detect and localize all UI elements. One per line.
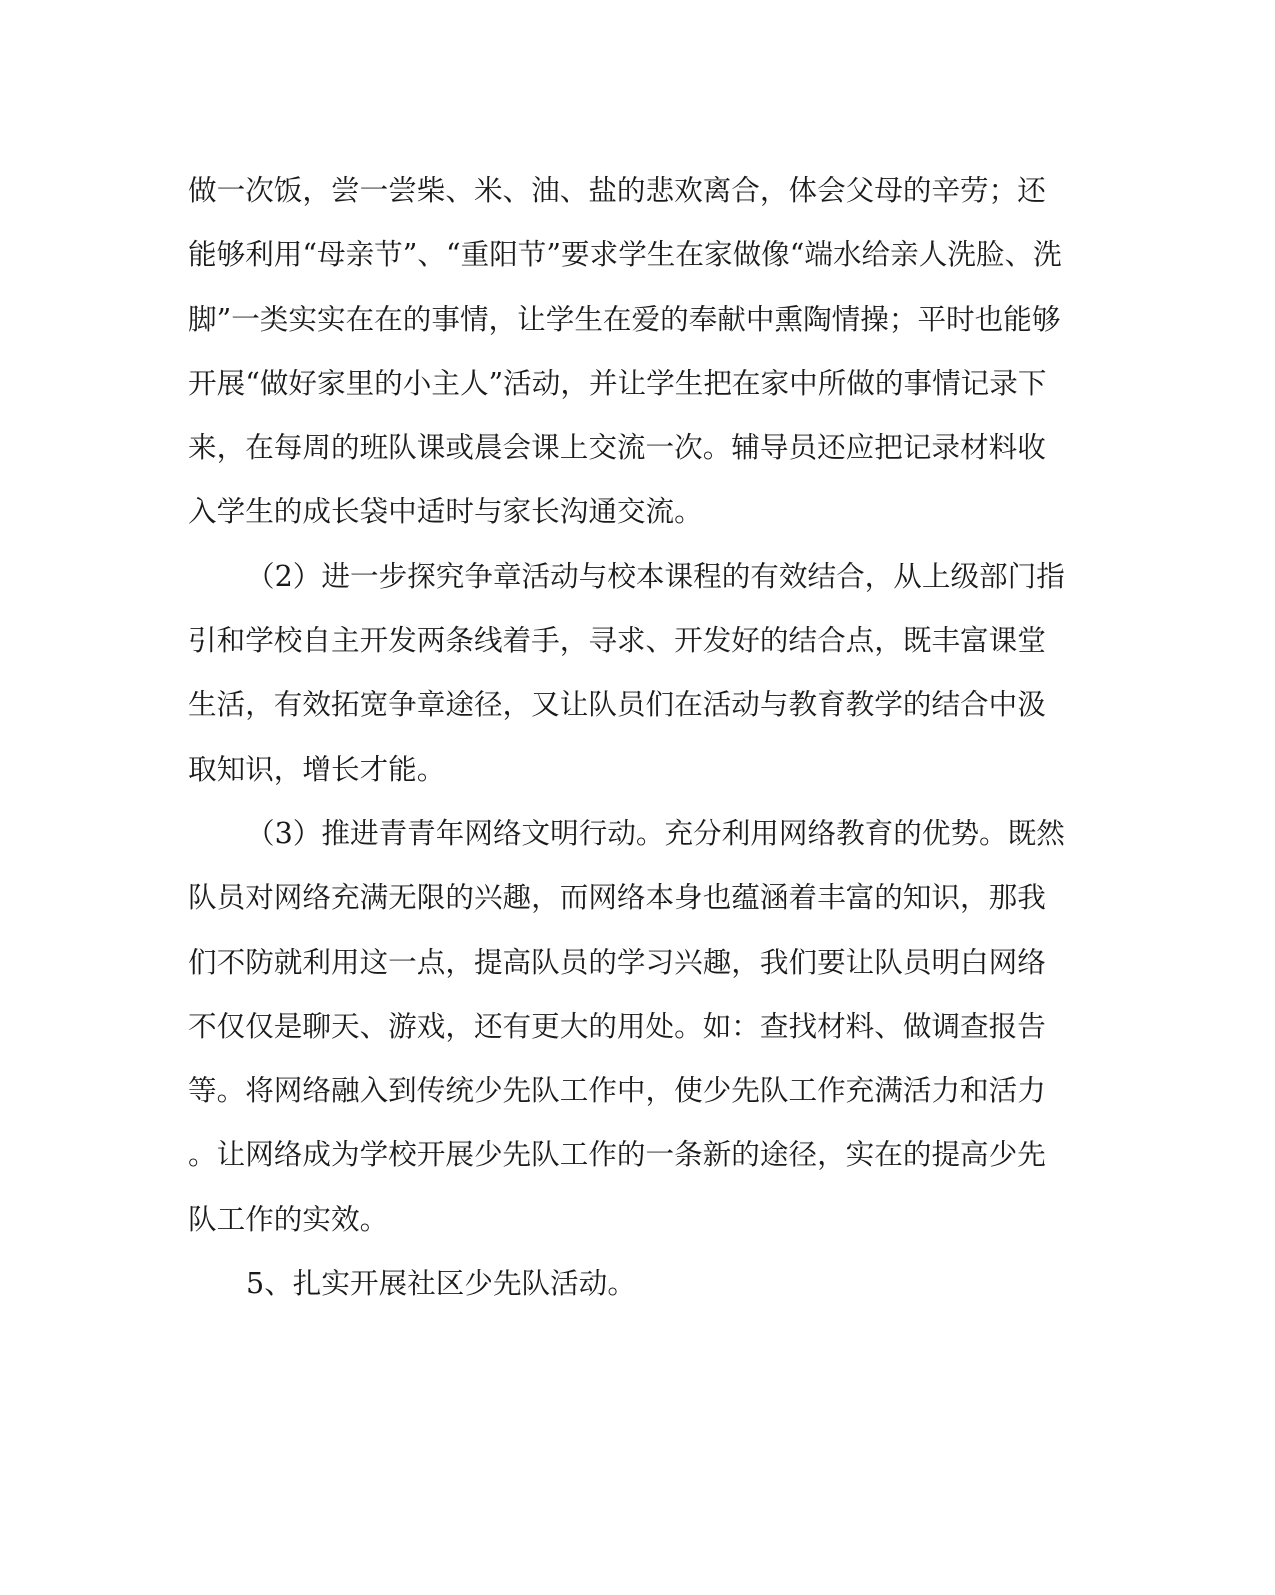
text-line: 开展“做好家里的小主人”活动，并让学生把在家中所做的事情记录下 [188,365,1047,400]
text-line: 引和学校自主开发两条线着手，寻求、开发好的结合点，既丰富课堂 [188,623,1046,658]
document-body [188,158,1068,1315]
text-line: （2）进一步探究争章活动与校本课程的有效结合，从上级部门指 [246,558,1065,593]
text-line: 做一次饭，尝一尝柴、米、油、盐的悲欢离合，体会父母的辛劳；还 [188,173,1046,207]
text-line: （3）推进青青年网络文明行动。充分利用网络教育的优势。既然 [246,815,1065,850]
text-line: 5、扎实开展社区少先队活动。 [246,1266,636,1301]
text-line: 们不防就利用这一点，提高队员的学习兴趣，我们要让队员明白网络 [188,944,1046,979]
text-line: 等。将网络融入到传统少先队工作中，使少先队工作充满活力和活力 [188,1073,1046,1108]
text-line: 不仅仅是聊天、游戏，还有更大的用处。如：查找材料、做调查报告 [188,1008,1046,1043]
text-line: 生活，有效拓宽争章途径，又让队员们在活动与教育教学的结合中汲 [188,687,1046,722]
text-line: 队工作的实效。 [188,1201,389,1236]
text-line: 入学生的成长袋中适时与家长沟通交流。 [188,494,703,529]
text-line: 来，在每周的班队课或晨会课上交流一次。辅导员还应把记录材料收 [188,430,1046,465]
text-line: 取知识，增长才能。 [188,751,446,786]
text-line: 能够利用“母亲节”、“重阳节”要求学生在家做像“端水给亲人洗脸、洗 [188,237,1062,272]
text-line: 。让网络成为学校开展少先队工作的一条新的途径，实在的提高少先 [188,1137,1046,1172]
text-line: 脚”一类实实在在的事情，让学生在爱的奉献中熏陶情操；平时也能够 [188,301,1061,336]
text-line: 队员对网络充满无限的兴趣，而网络本身也蕴涵着丰富的知识，那我 [188,880,1046,915]
